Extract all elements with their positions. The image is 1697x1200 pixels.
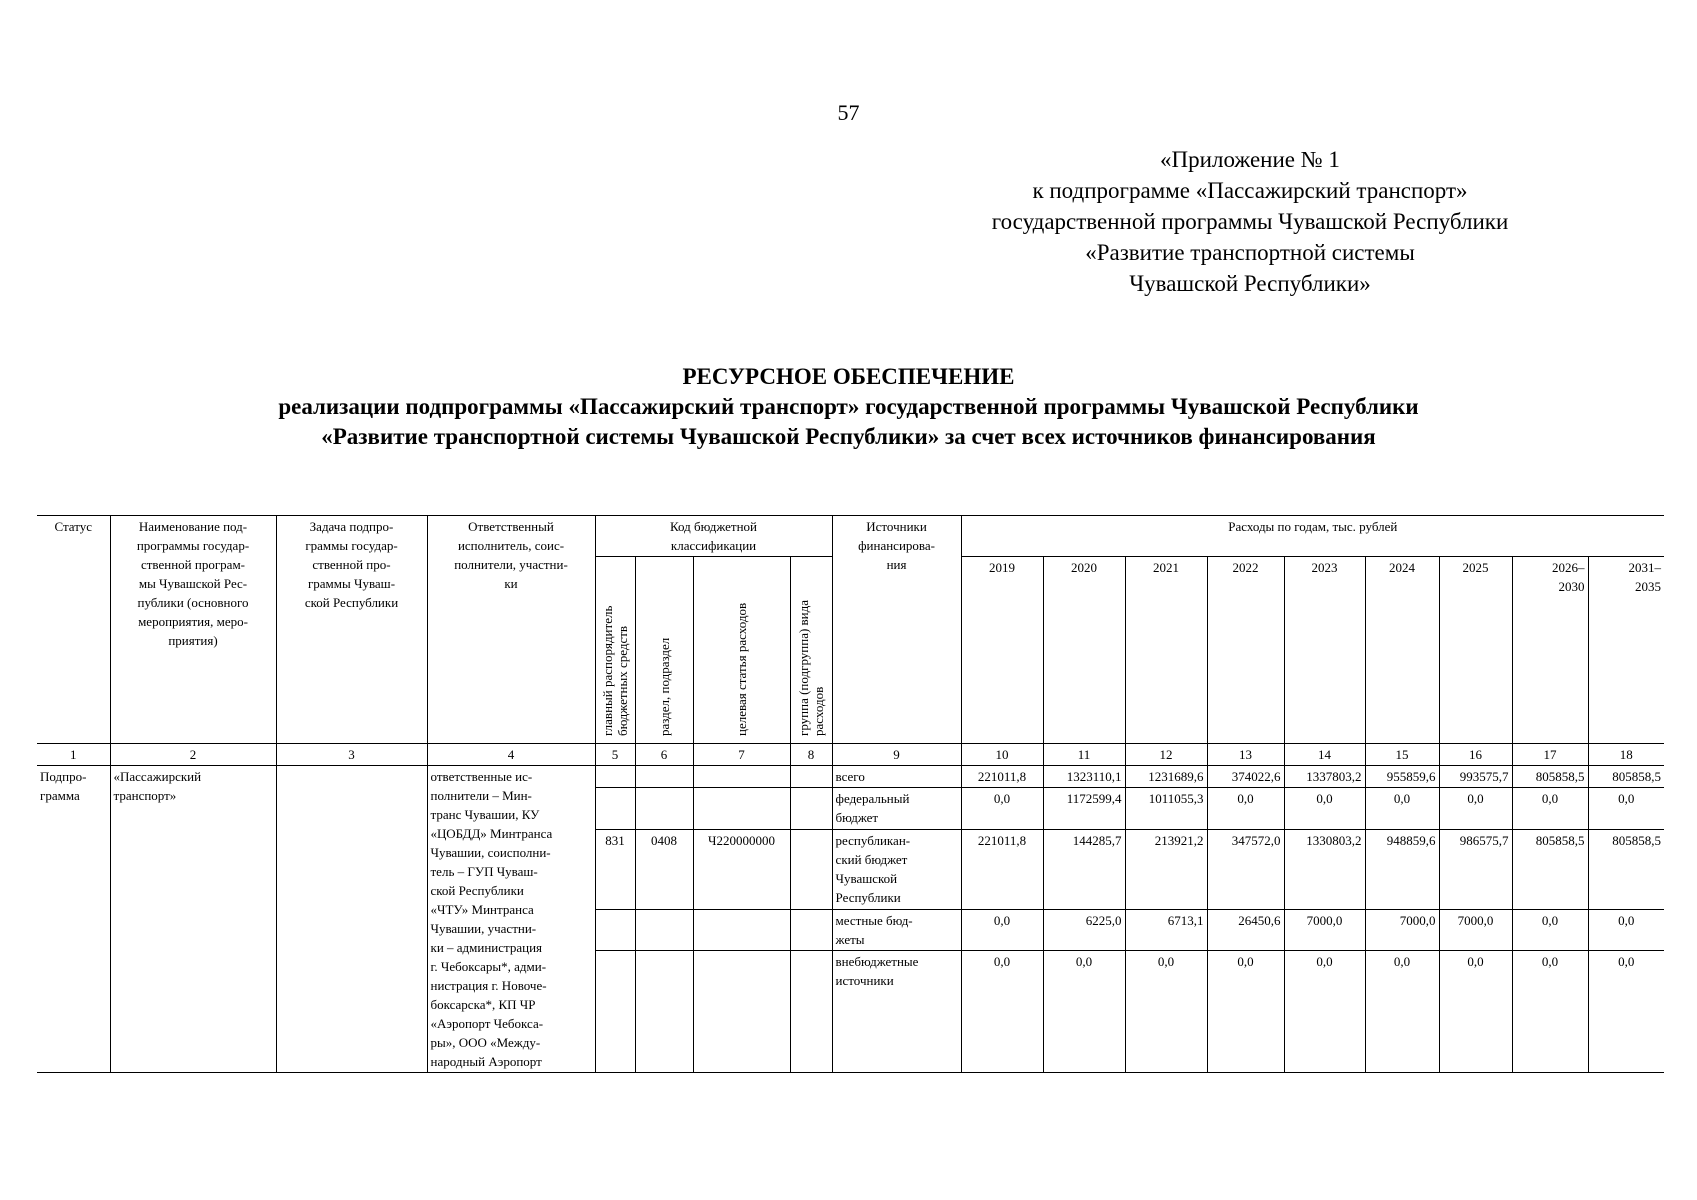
row-value: 0,0: [1043, 951, 1125, 1073]
header-year: 2025: [1439, 557, 1512, 744]
title-line-2: реализации подпрограммы «Пассажирский транспорт» государственной программы Чувашской Республики: [278, 394, 1419, 419]
row-target-article: [693, 788, 790, 829]
row-value: 0,0: [1125, 951, 1207, 1073]
row-value: 805858,5: [1588, 766, 1664, 788]
row-value: 221011,8: [961, 766, 1043, 788]
row-value: 0,0: [961, 951, 1043, 1073]
table-row: [37, 766, 1664, 788]
header-year: 2021: [1125, 557, 1207, 744]
row-value: 1323110,1: [1043, 766, 1125, 788]
row-value: 1337803,2: [1284, 766, 1365, 788]
row-value: 955859,6: [1365, 766, 1439, 788]
column-number: 1: [37, 744, 110, 766]
row-name: «Пассажирский транспорт»: [110, 766, 276, 1073]
row-value: 7000,0: [1284, 909, 1365, 950]
row-value: 1231689,6: [1125, 766, 1207, 788]
row-value: 7000,0: [1365, 909, 1439, 950]
column-numbers-row: [37, 744, 1664, 766]
row-value: 0,0: [1588, 951, 1664, 1073]
row-value: 0,0: [1439, 951, 1512, 1073]
row-chief-manager: [595, 788, 635, 829]
title-line-1: РЕСУРСНОЕ ОБЕСПЕЧЕНИЕ: [682, 364, 1015, 389]
row-value: 0,0: [1284, 788, 1365, 829]
row-value: 0,0: [961, 909, 1043, 950]
row-chief-manager: [595, 951, 635, 1073]
header-executor: Ответственный исполнитель, соис- полнители, участни- ки: [427, 516, 595, 744]
column-number: 18: [1588, 744, 1664, 766]
appendix-line: «Развитие транспортной системы: [1085, 240, 1415, 265]
header-year: 2023: [1284, 557, 1365, 744]
resource-table: [37, 515, 1664, 1073]
appendix-block: [870, 144, 1630, 299]
row-chief-manager: [595, 909, 635, 950]
page-number: 57: [837, 100, 860, 125]
row-value: 986575,7: [1439, 829, 1512, 909]
column-number: 15: [1365, 744, 1439, 766]
header-expense-group: группа (подгруппа) вида расходов: [790, 557, 832, 744]
row-value: 0,0: [1588, 909, 1664, 950]
row-value: 374022,6: [1207, 766, 1284, 788]
row-executor: ответственные ис- полнители – Мин- транс Чувашии, КУ «ЦОБДД» Минтранса Чувашии, соисполни- тель – ГУП Чуваш- ской Республики «ЧТУ» Минтранса Чувашии, участни- ки – администрация г. Чебоксары*, адми- нистрация г. Новоче- боксарска*, КП ЧР «Аэропорт Чебокса- ры», ООО «Между- народный Аэропорт: [427, 766, 595, 1073]
row-value: 805858,5: [1588, 829, 1664, 909]
header-section: раздел, подраздел: [635, 557, 693, 744]
row-expense-group: [790, 951, 832, 1073]
column-number: 16: [1439, 744, 1512, 766]
row-expense-group: [790, 766, 832, 788]
row-value: 0,0: [1207, 788, 1284, 829]
column-number: 9: [832, 744, 961, 766]
row-value: 1011055,3: [1125, 788, 1207, 829]
header-year: 2020: [1043, 557, 1125, 744]
row-value: 805858,5: [1512, 766, 1588, 788]
row-target-article: [693, 766, 790, 788]
header-target-article: целевая статья расходов: [693, 557, 790, 744]
row-value: 0,0: [961, 788, 1043, 829]
row-value: 347572,0: [1207, 829, 1284, 909]
row-value: 993575,7: [1439, 766, 1512, 788]
column-number: 11: [1043, 744, 1125, 766]
row-value: 144285,7: [1043, 829, 1125, 909]
row-section: 0408: [635, 829, 693, 909]
row-expense-group: [790, 788, 832, 829]
column-number: 14: [1284, 744, 1365, 766]
row-value: 0,0: [1207, 951, 1284, 1073]
row-value: 6713,1: [1125, 909, 1207, 950]
row-value: 26450,6: [1207, 909, 1284, 950]
row-value: 0,0: [1439, 788, 1512, 829]
row-value: 0,0: [1512, 951, 1588, 1073]
header-expenses: Расходы по годам, тыс. рублей: [961, 516, 1664, 557]
header-status: Статус: [37, 516, 110, 744]
row-status: Подпро- грамма: [37, 766, 110, 1073]
column-number: 12: [1125, 744, 1207, 766]
column-number: 2: [110, 744, 276, 766]
row-value: 213921,2: [1125, 829, 1207, 909]
column-number: 4: [427, 744, 595, 766]
column-number: 7: [693, 744, 790, 766]
row-section: [635, 909, 693, 950]
row-section: [635, 766, 693, 788]
row-task: [276, 766, 427, 1073]
row-value: 948859,6: [1365, 829, 1439, 909]
row-section: [635, 788, 693, 829]
row-expense-group: [790, 909, 832, 950]
row-value: 0,0: [1588, 788, 1664, 829]
header-budget-code: Код бюджетной классификации: [595, 516, 832, 557]
header-year: 2019: [961, 557, 1043, 744]
row-value: 6225,0: [1043, 909, 1125, 950]
row-source: республикан- ский бюджет Чувашской Республики: [832, 829, 961, 909]
row-source: федеральный бюджет: [832, 788, 961, 829]
header-year: 2024: [1365, 557, 1439, 744]
appendix-line: «Приложение № 1: [1160, 147, 1340, 172]
row-chief-manager: [595, 766, 635, 788]
appendix-line: к подпрограмме «Пассажирский транспорт»: [1032, 178, 1468, 203]
column-number: 8: [790, 744, 832, 766]
row-target-article: [693, 951, 790, 1073]
title-line-3: «Развитие транспортной системы Чувашской Республики» за счет всех источников финансирования: [321, 424, 1376, 449]
row-value: 0,0: [1365, 951, 1439, 1073]
header-sources: Источники финансирова- ния: [832, 516, 961, 744]
header-task: Задача подпро- граммы государ- ственной про- граммы Чуваш- ской Республики: [276, 516, 427, 744]
row-chief-manager: 831: [595, 829, 635, 909]
column-number: 10: [961, 744, 1043, 766]
row-target-article: [693, 909, 790, 950]
row-value: 1172599,4: [1043, 788, 1125, 829]
header-year: 2031– 2035: [1588, 557, 1664, 744]
row-value: 1330803,2: [1284, 829, 1365, 909]
column-number: 5: [595, 744, 635, 766]
appendix-line: Чувашской Республики»: [1129, 271, 1371, 296]
header-year: 2022: [1207, 557, 1284, 744]
row-source: внебюджетные источники: [832, 951, 961, 1073]
row-value: 0,0: [1284, 951, 1365, 1073]
row-source: местные бюд- жеты: [832, 909, 961, 950]
document-title: [0, 362, 1697, 452]
column-number: 17: [1512, 744, 1588, 766]
row-section: [635, 951, 693, 1073]
row-value: 221011,8: [961, 829, 1043, 909]
header-year: 2026– 2030: [1512, 557, 1588, 744]
row-target-article: Ч220000000: [693, 829, 790, 909]
header-name: Наименование под- программы государ- ственной програм- мы Чувашской Рес- публики (основного мероприятия, меро- приятия): [110, 516, 276, 744]
row-source: всего: [832, 766, 961, 788]
column-number: 3: [276, 744, 427, 766]
row-value: 0,0: [1512, 909, 1588, 950]
column-number: 6: [635, 744, 693, 766]
row-value: 0,0: [1512, 788, 1588, 829]
column-number: 13: [1207, 744, 1284, 766]
appendix-line: государственной программы Чувашской Республики: [991, 209, 1509, 234]
row-value: 805858,5: [1512, 829, 1588, 909]
row-value: 7000,0: [1439, 909, 1512, 950]
header-chief-manager: главный распорядитель бюджетных средств: [595, 557, 635, 744]
row-value: 0,0: [1365, 788, 1439, 829]
row-expense-group: [790, 829, 832, 909]
